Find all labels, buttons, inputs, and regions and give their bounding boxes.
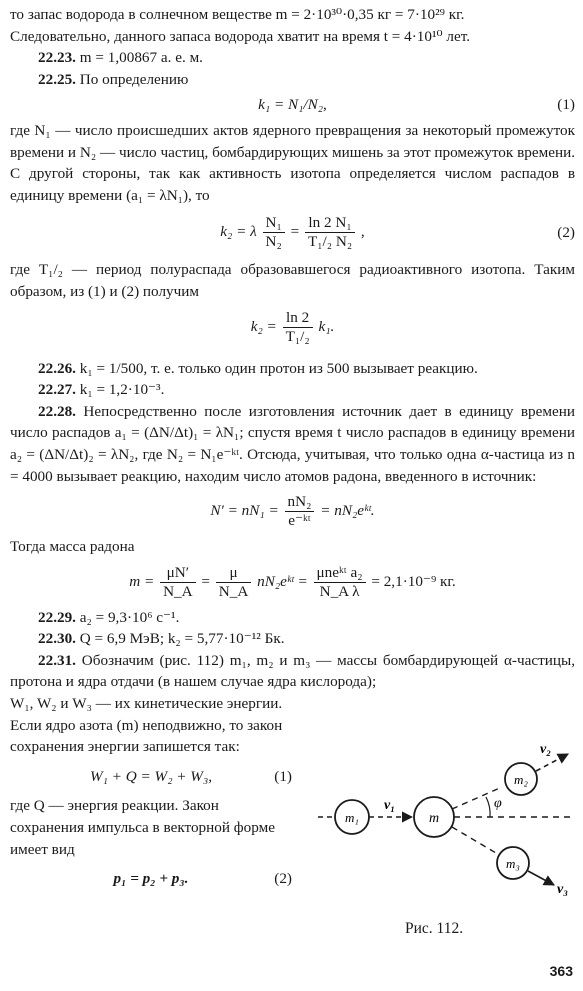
problem-number: 22.30. — [38, 630, 76, 648]
answer-22-28 — [10, 401, 575, 487]
text-line: то запас водорода в солнечном веществе m = 2·10³⁰·0,35 кг = 7·10²⁹ кг. — [10, 6, 465, 23]
denominator: T₁/₂ — [285, 327, 310, 345]
equation-tail: = 2,1·10⁻⁹ кг. — [371, 572, 456, 590]
equation-lhs: N′ = nN₁ = — [210, 502, 279, 520]
page-number: 363 — [549, 963, 573, 980]
recoil-path — [452, 827, 496, 853]
answer-text: k₁ = 1/500, т. е. только один протон из 500 вызывает реакцию. — [79, 359, 478, 377]
fraction — [160, 564, 196, 601]
problem-number: 22.27. — [38, 381, 76, 399]
angle-arc — [486, 797, 490, 817]
denominator: e⁻ᵏᵗ — [288, 512, 311, 530]
equation-momentum — [10, 868, 292, 890]
equation-body: k₁ = N₁/N₂, — [258, 96, 327, 114]
denominator: N_A — [163, 582, 193, 600]
equation-tail: k₁. — [318, 317, 335, 335]
equation-2 — [10, 214, 575, 251]
numerator: μneᵏᵗ a₂ — [314, 564, 366, 583]
equation-body: W₁ + Q = W₂ + W₃, — [89, 767, 213, 785]
equation-tail: = nN₂eᵏᵗ. — [320, 502, 375, 520]
answer-22-23 — [10, 47, 575, 69]
denominator: N_A λ — [319, 582, 360, 600]
paragraph: Тогда масса радона — [10, 538, 135, 556]
paragraph: где T₁/₂ — период полураспада образовавшегося радиоактивного изотопа. Таким образом, из (1) и (2) получим — [10, 261, 575, 300]
text-line: Следовательно, данного запаса водорода хватит на время t = 4·10¹⁰ лет. — [10, 27, 471, 45]
m3-label: m₃ — [506, 856, 520, 872]
fraction — [285, 493, 315, 530]
answer-text: По определению — [79, 70, 189, 88]
problem-number: 22.23. — [38, 49, 76, 67]
denominator: N_A — [218, 582, 249, 600]
answer-text: k₁ = 1,2·10⁻³. — [79, 381, 165, 399]
problem-number: 22.31. — [38, 651, 76, 669]
numerator: ln 2 N₁ — [305, 214, 355, 233]
equation-3 — [10, 309, 575, 346]
numerator: N₁ — [263, 214, 285, 233]
problem-number: 22.29. — [38, 608, 76, 626]
answer-22-30 — [10, 628, 575, 650]
answer-text: a₂ = 9,3·10⁶ с⁻¹. — [79, 608, 180, 626]
paragraph: где N₁ — число происшедших актов ядерного превращения за некоторый промежуток времени и N₂ — число частиц, бомбардирующих мишень за этот промежуток времени. С другой стороны, так как активность изотопа определяется числом распадов в единицу времени (a₁ = λN₁), то — [10, 121, 575, 204]
answer-22-29 — [10, 607, 575, 629]
equation-lhs: k₂ = — [250, 317, 277, 335]
answer-text: Q = 6,9 МэВ; k₂ = 5,77·10⁻¹² Бк. — [79, 630, 285, 648]
answer-22-31 — [10, 650, 575, 693]
left-column — [10, 693, 292, 898]
problem-number: 22.28. — [38, 402, 76, 420]
equation-lhs: m = — [129, 572, 155, 590]
m2-label: m₂ — [514, 772, 528, 788]
equation-energy — [10, 766, 292, 788]
document-page — [10, 4, 575, 953]
answer-22-25 — [10, 69, 575, 91]
paragraph: где Q — энергия реакции. Закон сохранения импульса в векторной форме имеет вид — [10, 797, 275, 858]
problem-number: 22.25. — [38, 70, 76, 88]
equals-sign: = — [201, 572, 210, 590]
equals-sign: = — [290, 223, 300, 241]
denominator: N₂ — [265, 233, 282, 251]
v3-label: v₃ — [557, 882, 569, 898]
figure-caption: Рис. 112. — [405, 920, 464, 938]
answer-text: m = 1,00867 а. е. м. — [79, 49, 203, 67]
equation-number: (2) — [274, 870, 292, 888]
equation-tail: , — [360, 223, 365, 241]
figure-section — [10, 693, 575, 953]
answer-22-27 — [10, 379, 575, 401]
equation-middle: nN₂eᵏᵗ = — [257, 572, 308, 590]
fraction — [283, 309, 313, 346]
v2-label: v₂ — [540, 742, 552, 758]
problem-number: 22.26. — [38, 359, 76, 377]
m1-label: m₁ — [345, 810, 359, 826]
equation-number: (1) — [557, 96, 575, 114]
fraction — [314, 564, 366, 601]
answer-text: Непосредственно после изготовления источник дает в единицу времени число распадов a₁ = (ΔN/Δt)₁ = λN₁; спустя время t число распадов в единицу времени a₂ = (ΔN/Δt)₂ = λN₂, где N₂ = N₁e⁻ᵏᵗ. Отсюда, учитывая, что только одна α-частица из n = 4000 вызывает реакцию, находим число атомов радона, введенного в источник: — [10, 402, 575, 485]
equation-number: (1) — [274, 767, 292, 785]
fraction — [263, 214, 285, 251]
equation-1 — [10, 94, 575, 116]
m-label: m — [428, 811, 440, 827]
numerator: μ — [216, 564, 252, 583]
equation-number: (2) — [557, 224, 575, 242]
v3-arrow — [528, 871, 554, 885]
collision-diagram — [310, 717, 580, 897]
phi-label: φ — [494, 796, 502, 812]
equation-4 — [10, 493, 575, 530]
paragraph: W₁, W₂ и W₃ — их кинетические энергии. Если ядро азота (m) неподвижно, то закон сохранения энергии запишется так: — [10, 695, 283, 756]
equation-5 — [10, 564, 575, 601]
fraction — [216, 564, 252, 601]
equation-lhs: k₂ = λ — [220, 223, 257, 241]
answer-22-26 — [10, 358, 575, 380]
denominator: T₁/₂ N₂ — [307, 233, 353, 251]
answer-text: Обозначим (рис. 112) m₁, m₂ и m₃ — массы бомбардирующей α-частицы, протона и ядра отдачи (в нашем случае ядра кислорода); — [10, 651, 576, 691]
v1-label: v₁ — [384, 798, 396, 814]
numerator: μN′ — [160, 564, 196, 583]
numerator: nN₂ — [285, 493, 315, 512]
numerator: ln 2 — [283, 309, 313, 328]
equation-body: p₁ = p₂ + p₃. — [113, 870, 189, 888]
fraction — [305, 214, 355, 251]
